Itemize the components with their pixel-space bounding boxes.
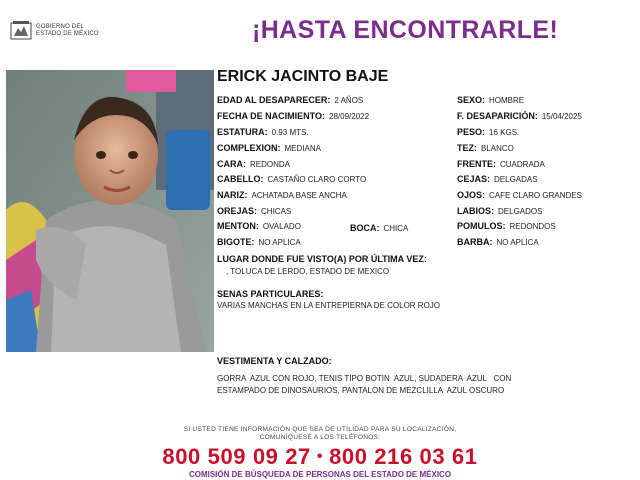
field-value: ACHATADA BASE ANCHA (251, 191, 347, 200)
field-value: MEDIANA (284, 144, 321, 153)
field-value: 0.93 MTS. (271, 128, 309, 137)
logo-line-2: ESTADO DE MÉXICO (36, 31, 99, 37)
person-photo (6, 70, 214, 352)
clothing-title: VESTIMENTA Y CALZADO: (217, 356, 332, 366)
field-nariz (217, 190, 347, 201)
child-photo-illustration (6, 70, 214, 352)
field-label: EDAD AL DESAPARECER: (217, 95, 331, 105)
marks-text: VARIAS MANCHAS EN LA ENTREPIERNA DE COLOR ROJO (217, 301, 441, 310)
field-bigote (217, 237, 301, 248)
field-fecha-desaparicion (457, 111, 582, 122)
field-label: CABELLO: (217, 174, 264, 184)
footer-note-1: SI USTED TIENE INFORMACIÓN QUE SEA DE UTILIDAD PARA SU LOCALIZACIÓN, (183, 426, 457, 433)
field-label: CEJAS: (457, 174, 491, 184)
field-labios (457, 206, 542, 217)
field-label: COMPLEXION: (217, 143, 281, 153)
field-label: CARA: (217, 159, 246, 169)
field-label: ESTATURA: (217, 127, 268, 137)
field-ojos (457, 190, 582, 201)
government-logo (10, 20, 99, 42)
field-value: OVALADO (262, 222, 301, 231)
field-edad (217, 95, 363, 106)
field-peso (457, 127, 519, 138)
field-value: CASTAÑO CLARO CORTO (267, 175, 367, 184)
field-label: F. DESAPARICIÓN: (457, 111, 538, 121)
field-label: TEZ: (457, 143, 477, 153)
headline: ¡HASTA ENCONTRARLE! (252, 16, 559, 44)
clothing-line-2: ESTAMPADO DE DINOSAURIOS, PANTALON DE MEZCLILLA AZUL OSCURO (217, 386, 505, 395)
field-value: 16 KGS. (489, 128, 520, 137)
field-value: 2 AÑOS (334, 96, 364, 105)
field-pomulos (457, 221, 556, 232)
field-label: FRENTE: (457, 159, 496, 169)
field-cara (217, 159, 290, 170)
field-frente (457, 159, 545, 170)
field-value: HOMBRE (489, 96, 525, 105)
field-label: BIGOTE: (217, 237, 255, 247)
field-value: NO APLICA (258, 238, 301, 247)
phone-1[interactable]: 800 509 09 27 (162, 444, 311, 469)
field-boca (350, 223, 408, 234)
field-orejas (217, 206, 291, 217)
field-value: NO APLICA (496, 238, 539, 247)
field-fecha-nacimiento (217, 111, 369, 122)
logo-line-1: GOBIERNO DEL (36, 24, 85, 30)
field-value: CHICA (383, 224, 409, 233)
field-value: CUADRADA (500, 160, 545, 169)
commission-name: COMISIÓN DE BÚSQUEDA DE PERSONAS DEL ESTADO DE MÉXICO (188, 470, 452, 479)
state-seal-icon (10, 20, 32, 42)
phone-numbers (0, 444, 640, 470)
field-sexo (457, 95, 524, 106)
field-menton (217, 221, 301, 232)
field-label: LABIOS: (457, 206, 494, 216)
field-label: NARIZ: (217, 190, 248, 200)
field-label: MENTON: (217, 221, 259, 231)
clothing-line-1: GORRA AZUL CON ROJO, TENIS TIPO BOTIN AZUL, SUDADERA AZUL CON (217, 374, 512, 383)
last-seen-text: , TOLUCA DE LERDO, ESTADO DE MEXICO (226, 267, 390, 276)
logo-text (36, 24, 99, 38)
field-value: 28/09/2022 (329, 112, 370, 121)
field-value: CAFE CLARO GRANDES (489, 191, 582, 200)
field-value: REDONDA (250, 160, 291, 169)
field-label: PESO: (457, 127, 486, 137)
field-value: DELGADAS (494, 175, 538, 184)
field-label: POMULOS: (457, 221, 506, 231)
field-label: BOCA: (350, 223, 380, 233)
field-barba (457, 237, 539, 248)
field-complexion (217, 143, 321, 154)
field-cejas (457, 174, 538, 185)
marks-title: SENAS PARTICULARES: (217, 289, 324, 299)
field-label: SEXO: (457, 95, 486, 105)
field-value: REDONDOS (509, 222, 556, 231)
field-value: 15/04/2025 (541, 112, 582, 121)
last-seen-title: LUGAR DONDE FUE VISTO(A) POR ÚLTIMA VEZ: (217, 254, 427, 264)
field-value: CHICAS (261, 207, 292, 216)
person-name: ERICK JACINTO BAJE (217, 68, 389, 85)
field-value: DELGADOS (498, 207, 543, 216)
field-label: BARBA: (457, 237, 493, 247)
field-value: BLANCO (481, 144, 514, 153)
field-estatura (217, 127, 309, 138)
field-label: FECHA DE NACIMIENTO: (217, 111, 325, 121)
field-tez (457, 143, 514, 154)
field-label: OJOS: (457, 190, 486, 200)
phone-separator: • (316, 448, 324, 465)
footer-note-2: COMUNÍQUESE A LOS TELÉFONOS: (259, 434, 381, 441)
field-label: OREJAS: (217, 206, 258, 216)
field-cabello (217, 174, 366, 185)
phone-2[interactable]: 800 216 03 61 (329, 444, 478, 469)
